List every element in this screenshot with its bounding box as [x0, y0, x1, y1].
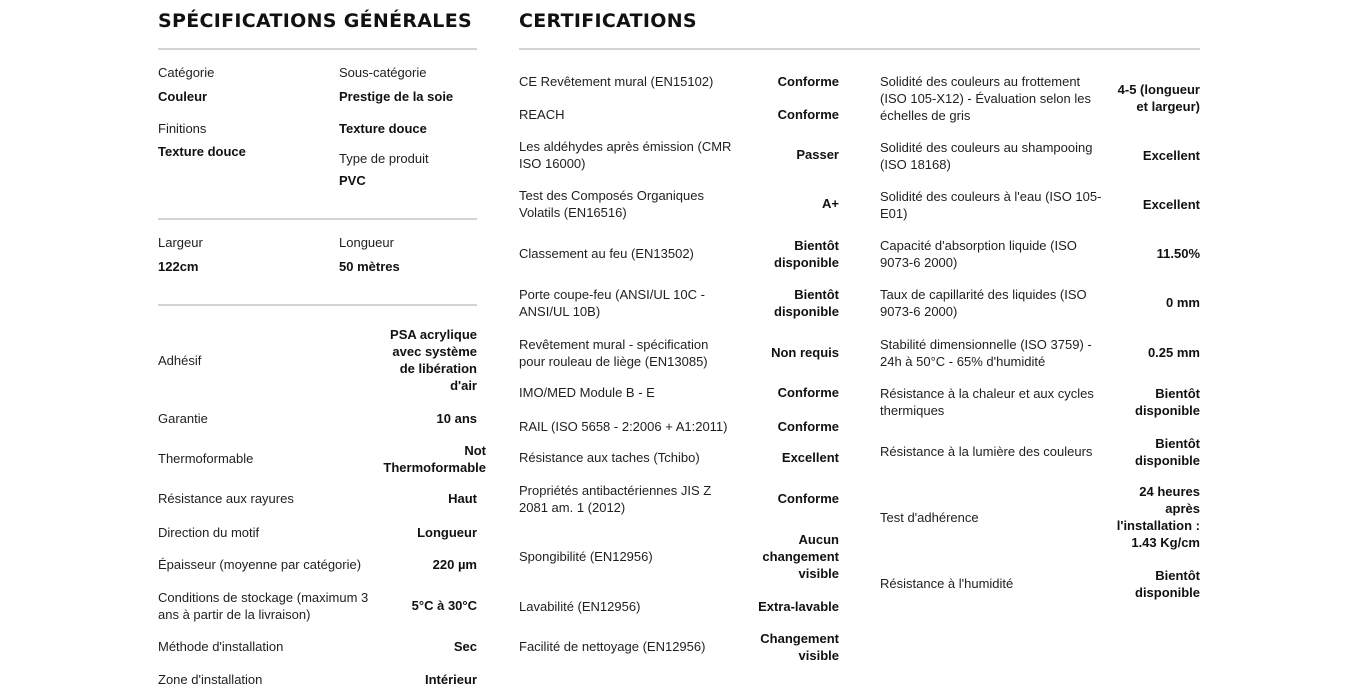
spec-row-methode — [158, 637, 477, 655]
spec-label: Garantie — [158, 410, 208, 426]
cert-label: Revêtement mural - spécification pour rouleau de liège (EN13085) — [519, 336, 709, 369]
spec-value: 220 µm — [432, 556, 477, 572]
spec-row-garantie — [158, 409, 477, 427]
finitions-label: Finitions — [158, 121, 207, 136]
cert-label: Résistance à la lumière des couleurs — [880, 444, 1093, 459]
cert-value: Excellent — [1142, 197, 1200, 212]
cert-row — [880, 483, 1200, 551]
spec-row-adhesif — [158, 326, 477, 394]
cert-row — [880, 285, 1200, 320]
cert-row — [519, 186, 839, 221]
cert-value: Excellent — [781, 449, 839, 465]
categorie-value: Couleur — [158, 89, 208, 104]
cert-label: Solidité des couleurs au frottement (ISO 105-X12) - Évaluation selon les échelles de gris — [880, 73, 1091, 123]
finitions-value: Texture douce — [158, 144, 246, 159]
cert-value: 24 heures après l'installation : 1.43 Kg/cm — [1116, 484, 1200, 550]
cert-value: Conforme — [777, 384, 839, 400]
cert-row — [519, 629, 839, 664]
largeur-label: Largeur — [158, 235, 203, 250]
cert-label: Test d'adhérence — [880, 509, 979, 525]
certifications-title-divider — [519, 48, 1200, 50]
spec-value: Intérieur — [424, 671, 477, 687]
cert-label: Résistance à la chaleur et aux cycles thermiques — [880, 385, 1094, 418]
cert-label: Stabilité dimensionnelle (ISO 3759) - 24h à 50°C - 65% d'humidité — [880, 336, 1092, 369]
spec-label: Thermoformable — [158, 451, 254, 466]
spec-value: Sec — [453, 638, 477, 654]
cert-row — [880, 566, 1200, 601]
cert-label: Les aldéhydes après émission (CMR ISO 16000) — [519, 138, 732, 171]
spec-row-stockage — [158, 588, 477, 623]
cert-label: Capacité d'absorption liquide (ISO 9073-6 2000) — [880, 237, 1077, 270]
cert-value: Extra-lavable — [758, 598, 839, 614]
spec-label: Direction du motif — [158, 524, 260, 540]
cert-row — [519, 597, 839, 615]
cert-row — [519, 137, 839, 172]
type-produit-value: PVC — [339, 173, 366, 188]
cert-row — [880, 384, 1200, 419]
cert-value: 4-5 (longueur et largeur) — [1117, 82, 1200, 114]
sous-categorie-label: Sous-catégorie — [339, 65, 427, 80]
general-divider-1 — [158, 218, 477, 220]
finitions-value-secondary: Texture douce — [339, 121, 427, 136]
cert-label: CE Revêtement mural (EN15102) — [519, 73, 714, 89]
spec-value: Haut — [448, 490, 477, 506]
spec-label: Méthode d'installation — [158, 638, 284, 654]
spec-label: Conditions de stockage (maximum 3 ans à partir de la livraison) — [158, 589, 369, 622]
cert-row — [880, 72, 1200, 124]
cert-value: Bientôt disponible — [1135, 385, 1200, 418]
cert-value: A+ — [822, 196, 839, 211]
cert-value: Bientôt disponible — [774, 237, 839, 270]
cert-row — [519, 481, 839, 516]
cert-label: Solidité des couleurs à l'eau (ISO 105-E01) — [880, 188, 1102, 221]
spec-row-rayures — [158, 489, 477, 507]
cert-row — [519, 530, 839, 582]
cert-row — [880, 187, 1200, 222]
cert-label: IMO/MED Module B - E — [519, 384, 655, 400]
cert-label: Lavabilité (EN12956) — [519, 598, 641, 614]
cert-value: Bientôt disponible — [1135, 567, 1200, 600]
spec-label: Adhésif — [158, 352, 202, 368]
spec-row-epaisseur — [158, 555, 477, 573]
certifications-title: CERTIFICATIONS — [519, 10, 697, 32]
general-specs-title: SPÉCIFICATIONS GÉNÉRALES — [158, 10, 472, 32]
cert-row — [519, 335, 839, 370]
largeur-value: 122cm — [158, 259, 199, 274]
cert-value: Conforme — [777, 73, 839, 89]
cert-label: REACH — [519, 106, 565, 122]
cert-row — [519, 72, 839, 90]
cert-label: Résistance aux taches (Tchibo) — [519, 449, 700, 465]
cert-label: Résistance à l'humidité — [880, 576, 1014, 591]
spec-row-thermoformable — [158, 441, 486, 476]
cert-value: Conforme — [777, 491, 839, 506]
sous-categorie-value: Prestige de la soie — [339, 89, 454, 104]
cert-label: Facilité de nettoyage (EN12956) — [519, 639, 706, 654]
cert-value: Changement visible — [760, 630, 839, 663]
spec-value: Not Thermoformable — [383, 442, 486, 475]
cert-label: Propriétés antibactériennes JIS Z 2081 am. 1 (2012) — [519, 482, 712, 515]
cert-value: Aucun changement visible — [762, 531, 839, 581]
cert-value: Bientôt disponible — [1135, 435, 1200, 468]
cert-row — [880, 236, 1200, 271]
cert-row — [519, 285, 839, 320]
general-title-divider — [158, 48, 477, 50]
cert-value: Bientôt disponible — [774, 286, 839, 319]
general-divider-2 — [158, 304, 477, 306]
cert-row — [519, 448, 839, 466]
spec-label: Zone d'installation — [158, 671, 263, 687]
spec-row-zone — [158, 670, 477, 688]
cert-row — [519, 236, 839, 271]
cert-label: Test des Composés Organiques Volatils (EN16516) — [519, 187, 704, 220]
categorie-label: Catégorie — [158, 65, 215, 80]
cert-label: RAIL (ISO 5658 - 2:2006 + A1:2011) — [519, 418, 728, 434]
cert-label: Classement au feu (EN13502) — [519, 246, 694, 261]
cert-label: Porte coupe-feu (ANSI/UL 10C - ANSI/UL 10B) — [519, 286, 705, 319]
spec-label: Résistance aux rayures — [158, 490, 294, 506]
cert-row — [519, 417, 839, 435]
cert-label: Spongibilité (EN12956) — [519, 548, 653, 564]
spec-value: PSA acrylique avec système de libération d'air — [390, 327, 477, 393]
cert-row — [880, 335, 1200, 370]
cert-label: Solidité des couleurs au shampooing (ISO 18168) — [880, 139, 1093, 172]
cert-row — [880, 434, 1200, 469]
spec-value: 10 ans — [436, 410, 477, 426]
cert-value: Conforme — [777, 418, 839, 434]
cert-value: 0 mm — [1166, 295, 1200, 310]
cert-value: Conforme — [777, 106, 839, 122]
spec-value: 5°C à 30°C — [411, 598, 477, 613]
cert-row — [519, 383, 839, 401]
cert-row — [519, 105, 839, 123]
longueur-value: 50 mètres — [339, 259, 400, 274]
cert-row — [880, 138, 1200, 173]
spec-row-direction — [158, 523, 477, 541]
cert-value: Passer — [796, 147, 839, 162]
type-produit-label: Type de produit — [339, 151, 429, 166]
cert-label: Taux de capillarité des liquides (ISO 9073-6 2000) — [880, 286, 1087, 319]
cert-value: Excellent — [1142, 148, 1200, 163]
spec-value: Longueur — [417, 524, 477, 540]
cert-value: Non requis — [771, 345, 839, 360]
spec-label: Épaisseur (moyenne par catégorie) — [158, 556, 362, 572]
cert-value: 0.25 mm — [1147, 345, 1200, 360]
cert-value: 11.50% — [1156, 246, 1200, 261]
longueur-label: Longueur — [339, 235, 394, 250]
